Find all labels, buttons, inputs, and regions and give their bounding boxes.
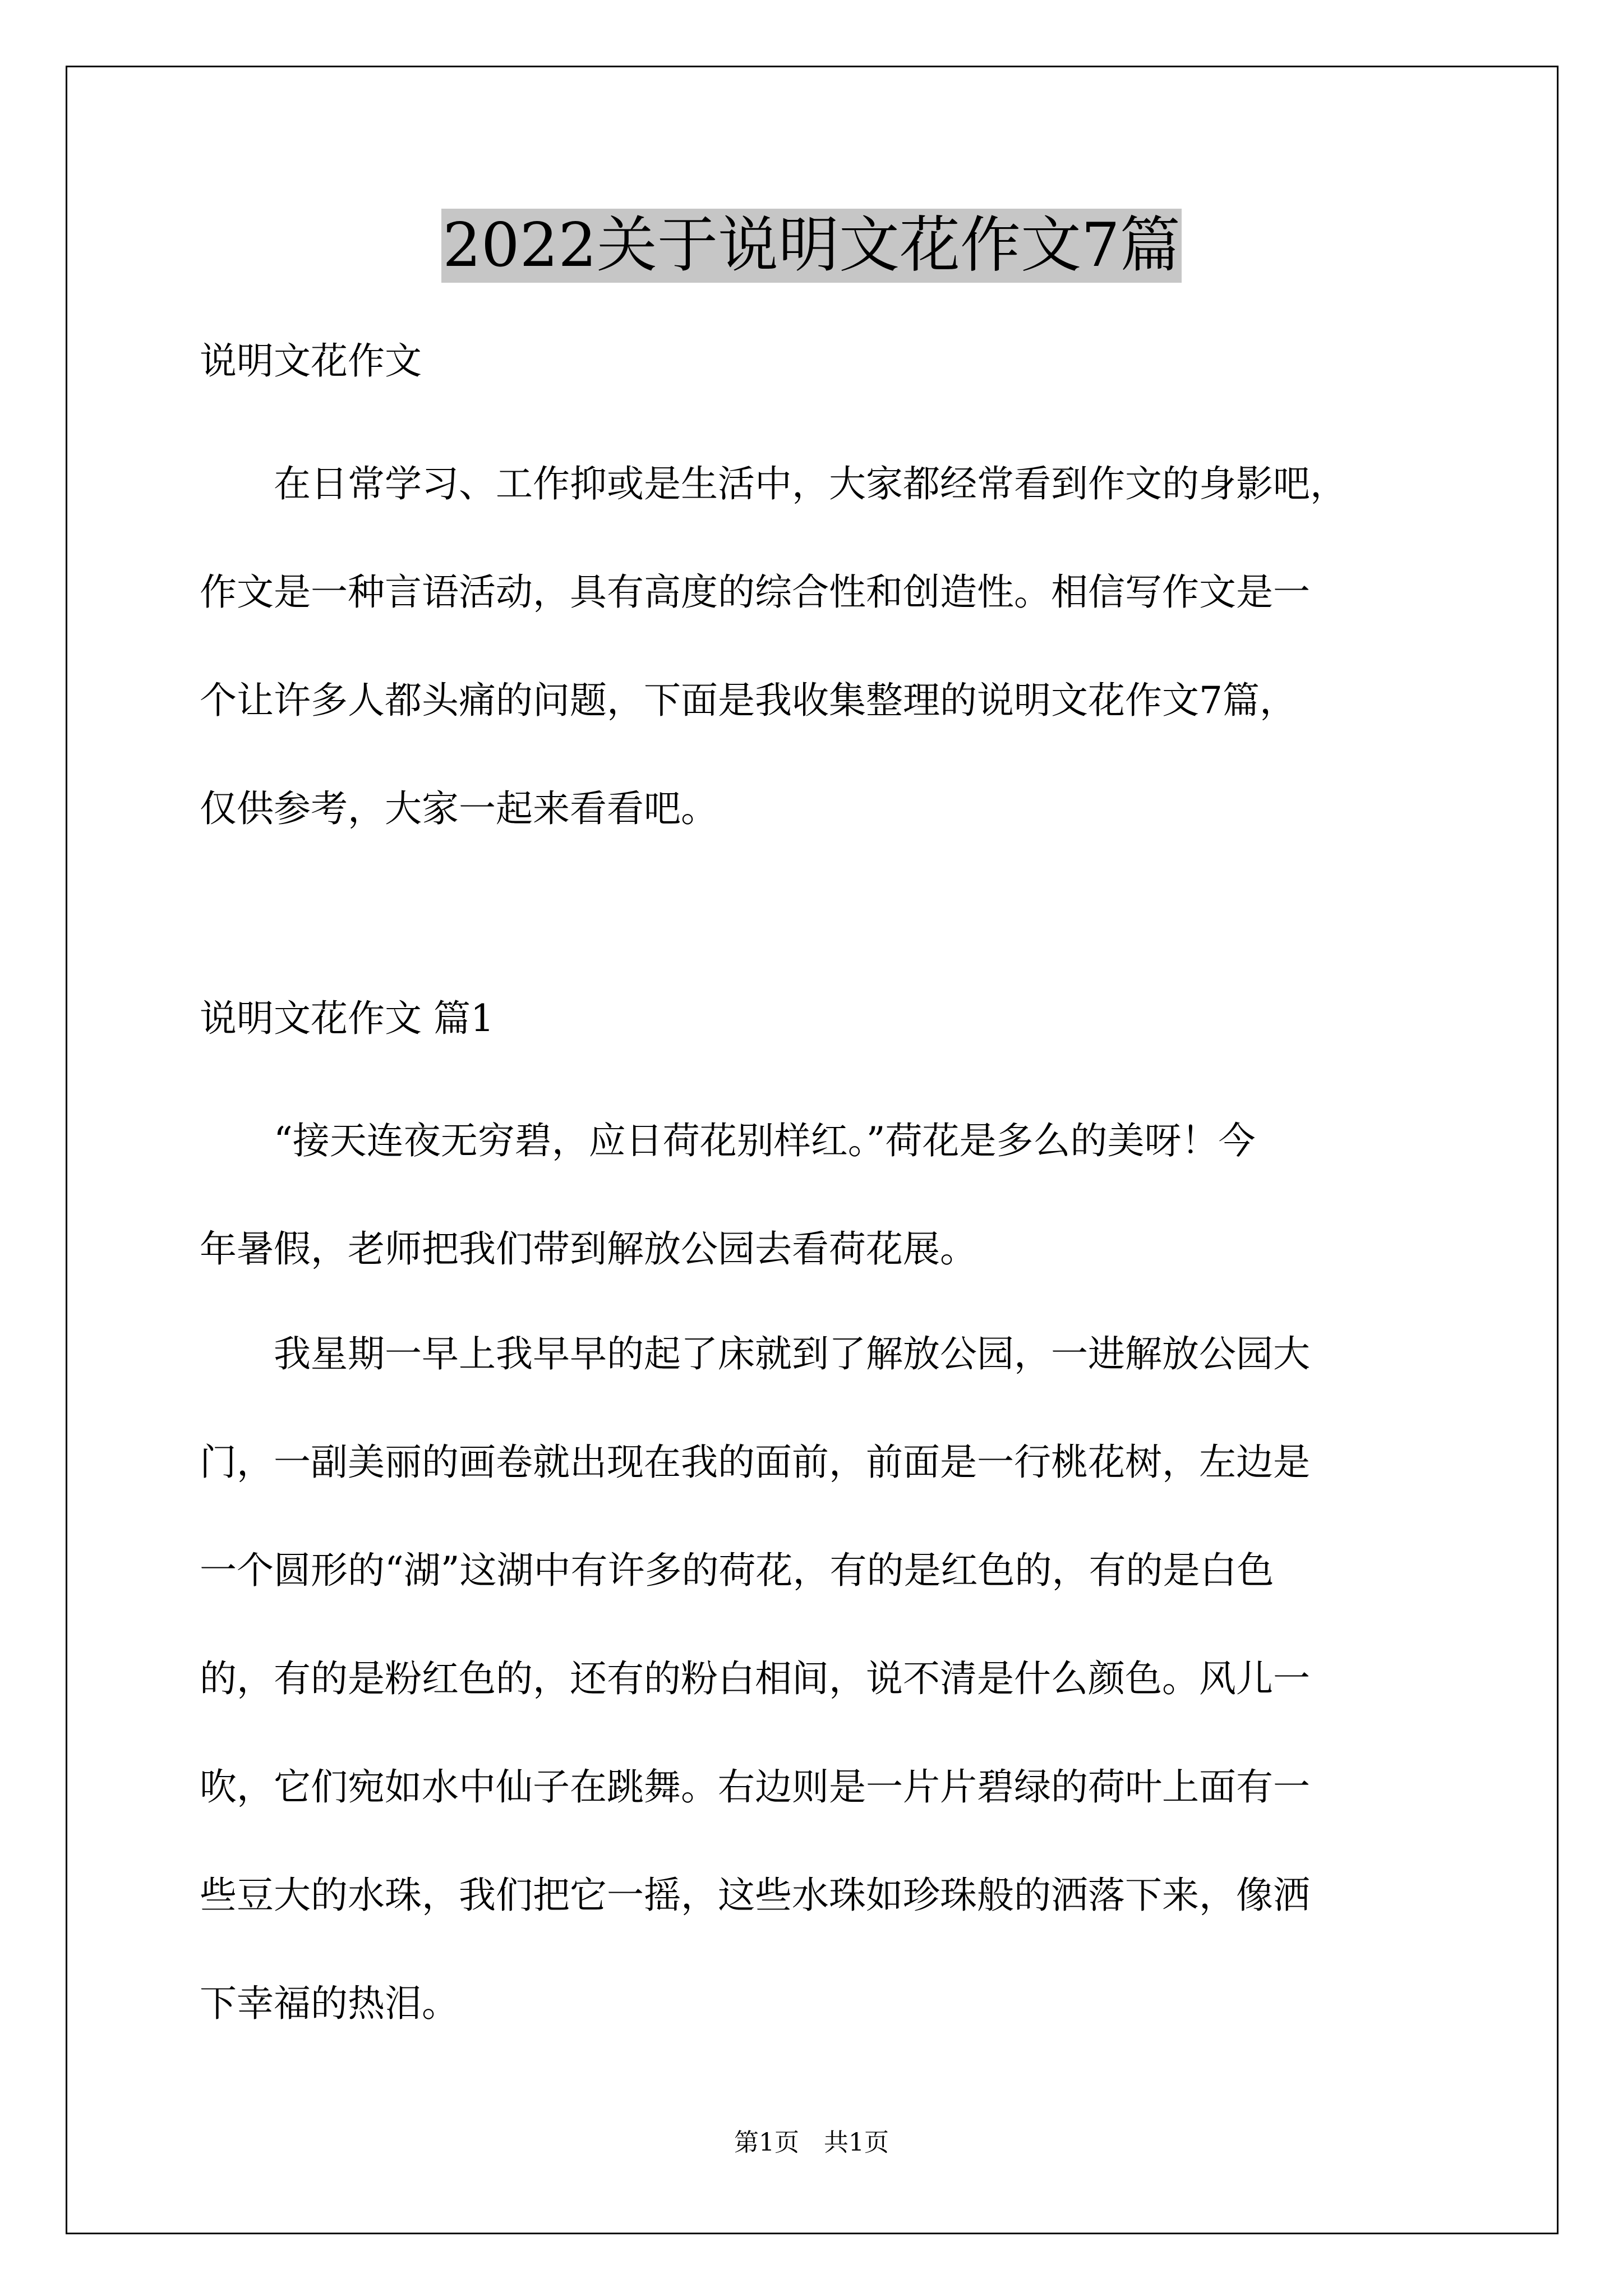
paragraph-line: 一个圆形的“湖”这湖中有许多的荷花，有的是红色的，有的是白色 bbox=[200, 1549, 1274, 1592]
page-footer: 第1页 共1页 bbox=[734, 2128, 889, 2157]
paragraph-line: 些豆大的水珠，我们把它一摇，这些水珠如珍珠般的洒落下来，像洒 bbox=[200, 1874, 1310, 1917]
section-heading: 说明文花作文 bbox=[200, 339, 422, 383]
document-title: 2022关于说明文花作文7篇 bbox=[441, 209, 1182, 283]
title-container bbox=[0, 209, 1623, 283]
paragraph-line: 年暑假，老师把我们带到解放公园去看荷花展。 bbox=[200, 1227, 977, 1271]
paragraph-line: 门，一副美丽的画卷就出现在我的面前，前面是一行桃花树，左边是 bbox=[200, 1441, 1310, 1484]
paragraph-line: 仅供参考，大家一起来看看吧。 bbox=[200, 787, 718, 830]
paragraph-line: 作文是一种言语活动，具有高度的综合性和创造性。相信写作文是一 bbox=[200, 570, 1310, 614]
paragraph-line: 个让许多人都头痛的问题，下面是我收集整理的说明文花作文7篇， bbox=[200, 679, 1297, 722]
section-heading: 说明文花作文 篇1 bbox=[200, 997, 494, 1040]
paragraph-line: 的，有的是粉红色的，还有的粉白相间，说不清是什么颜色。风儿一 bbox=[200, 1657, 1310, 1700]
paragraph-line: 吹，它们宛如水中仙子在跳舞。右边则是一片片碧绿的荷叶上面有一 bbox=[200, 1765, 1310, 1809]
paragraph-line: “接天连夜无穷碧，应日荷花别样红。”荷花是多么的美呀！今 bbox=[200, 1119, 1256, 1162]
paragraph-line: 下幸福的热泪。 bbox=[200, 1982, 459, 2025]
paragraph-line: 在日常学习、工作抑或是生活中，大家都经常看到作文的身影吧， bbox=[200, 462, 1347, 505]
paragraph-line: 我星期一早上我早早的起了床就到了解放公园，一进解放公园大 bbox=[200, 1332, 1310, 1375]
